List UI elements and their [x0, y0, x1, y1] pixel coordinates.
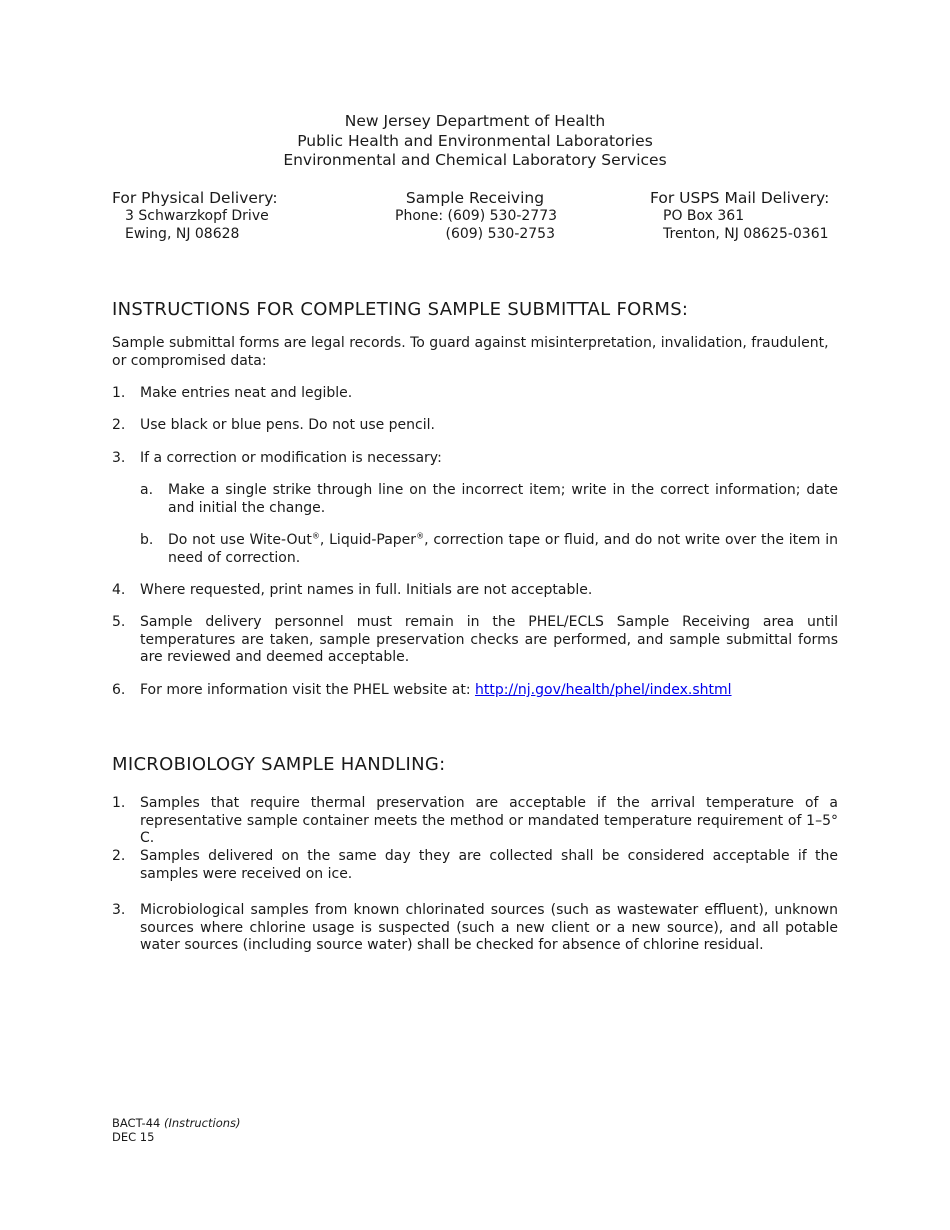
list-item: [112, 614, 838, 667]
usps-mail-address: [650, 189, 829, 243]
usps-heading: For USPS Mail Delivery:: [650, 189, 830, 207]
list-text: Sample delivery personnel must remain in the PHEL/ECLS Sample Receiving area until temperatures are taken, sample preservation checks are performed, and sample submittal forms are reviewed and deemed acceptable.: [140, 614, 838, 665]
list-item: [112, 902, 838, 955]
document-page: [112, 0, 838, 1230]
list-item: [112, 417, 838, 435]
list-number: 6.: [112, 682, 126, 698]
microbiology-title: MICROBIOLOGY SAMPLE HANDLING:: [112, 754, 446, 775]
physical-street: 3 Schwarzkopf Drive: [125, 208, 269, 224]
physical-city: Ewing, NJ 08628: [125, 226, 240, 242]
physical-delivery-address: [112, 189, 278, 243]
receiving-phone-2: (609) 530-2753: [445, 226, 555, 242]
sub-list-letter: b.: [140, 532, 154, 548]
list-item: [112, 450, 838, 468]
list-number: 2.: [112, 848, 126, 864]
list-number: 3.: [112, 902, 126, 918]
list-text: If a correction or modification is necessary:: [140, 450, 442, 466]
list-text: Where requested, print names in full. Initials are not acceptable.: [140, 582, 593, 598]
instructions-title: INSTRUCTIONS FOR COMPLETING SAMPLE SUBMITTAL FORMS:: [112, 299, 689, 320]
usps-po-box: PO Box 361: [663, 208, 745, 224]
text-fragment: , Liquid-Paper: [319, 532, 417, 548]
text-fragment: , correction tape or fluid, and do not write over the item in need of correction.: [168, 532, 838, 566]
list-number: 1.: [112, 385, 126, 401]
sub-list-item: [140, 482, 838, 517]
list-item: [112, 682, 838, 700]
sub-list-item: [140, 532, 838, 567]
list-text: Make entries neat and legible.: [140, 385, 353, 401]
list-item: [112, 795, 838, 848]
sub-list-text: Make a single strike through line on the incorrect item; write in the correct information; date and initial the change.: [168, 482, 838, 516]
form-date: DEC 15: [112, 1130, 155, 1144]
usps-city: Trenton, NJ 08625-0361: [663, 226, 829, 242]
instructions-intro: Sample submittal forms are legal records. To guard against misinterpretation, invalidation, fraudulent, or compromised data:: [112, 335, 829, 369]
list-number: 1.: [112, 795, 126, 811]
sample-receiving-contact: [395, 189, 558, 243]
org-unit: Environmental and Chemical Laboratory Services: [283, 151, 667, 169]
form-id: BACT-44: [112, 1116, 164, 1130]
sub-list-letter: a.: [140, 482, 154, 498]
list-text: Microbiological samples from known chlorinated sources (such as wastewater effluent), unknown sources where chlorine usage is suspected (such a new client or a new source), and all potable water sources (including source water) shall be checked for absence of chlorine residual.: [140, 902, 838, 953]
registered-mark: ®: [311, 531, 320, 541]
form-id-line: [112, 1116, 241, 1130]
physical-delivery-heading: For Physical Delivery:: [112, 189, 278, 207]
list-number: 5.: [112, 614, 126, 630]
text-fragment: Do not use Wite-Out: [168, 532, 312, 548]
list-text: Samples that require thermal preservation are acceptable if the arrival temperature of a representative sample container meets the method or mandated temperature requirement of 1–5° C.: [140, 795, 838, 846]
form-footer: [112, 1116, 241, 1144]
list-text-lead: For more information visit the PHEL website at:: [140, 682, 476, 698]
list-number: 4.: [112, 582, 126, 598]
org-name: New Jersey Department of Health: [344, 112, 606, 130]
list-text: Samples delivered on the same day they are collected shall be considered acceptable if the samples were received on ice.: [140, 848, 838, 882]
org-division: Public Health and Environmental Laboratories: [297, 131, 653, 150]
list-text: [140, 682, 838, 700]
list-item: [112, 848, 838, 883]
sample-receiving-heading: Sample Receiving: [405, 189, 545, 207]
list-number: 2.: [112, 417, 126, 433]
list-item: [112, 385, 838, 403]
phel-website-link[interactable]: http://nj.gov/health/phel/index.shtml: [475, 682, 732, 698]
registered-mark: ®: [416, 531, 425, 541]
list-item: [112, 582, 838, 600]
form-type: (Instructions): [164, 1116, 241, 1130]
sub-list-text: [168, 532, 838, 567]
list-number: 3.: [112, 450, 126, 466]
list-text: Use black or blue pens. Do not use pencil.: [140, 417, 435, 433]
organization-header: [112, 112, 838, 171]
receiving-phone-1: Phone: (609) 530-2773: [395, 208, 558, 224]
